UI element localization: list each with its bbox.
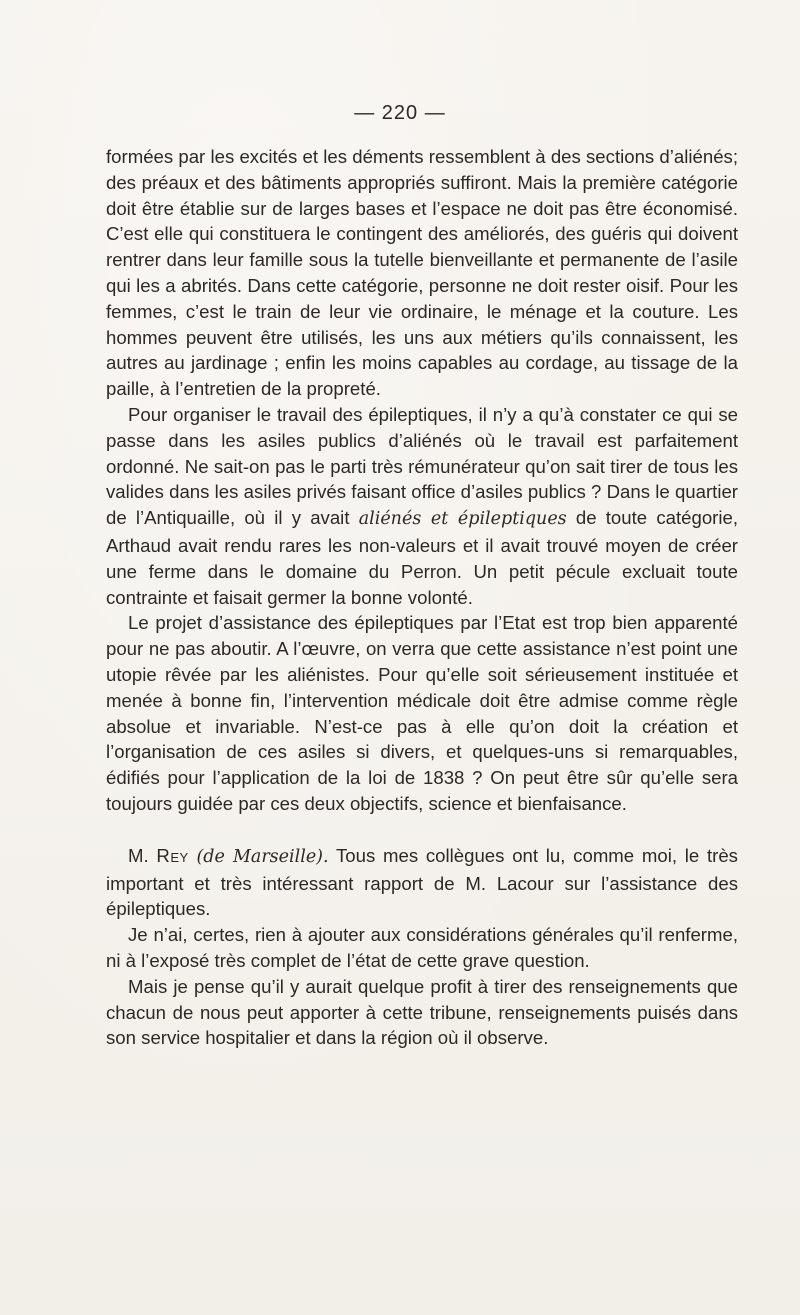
- page-number: — 220 —: [354, 102, 446, 124]
- body-text: [106, 144, 738, 1051]
- paragraph-2-start: Pour organiser le travail des épileptiques, il n’y a qu’à constater ce qui se passe dans les asiles publics d’aliénés où le travail est parfaitement ordonné. Ne sait-on pas le parti très rémunérateur qu’on sait tirer de tous les valides dans les asiles privés faisant office d’asiles publics ? Dans le quartier de l’Antiquaille, où il y avait: [106, 403, 738, 529]
- speaker-place: (de Marseille).: [196, 846, 329, 867]
- paragraph-6: Mais je pense qu’il y aurait quelque profit à tirer des renseignements que chacun de nous peut apporter à cette tribune, renseignements puisés dans son service hospitalier et dans la région où il observe.: [106, 975, 738, 1049]
- section-spacer: [106, 817, 738, 843]
- paragraph-3: Le projet d’assistance des épileptiques par l’Etat est trop bien apparenté pour ne pas aboutir. A l’œuvre, on verra que cette assistance n’est point une utopie rêvée par les aliénistes. Pour qu’elle soit sérieusement instituée et menée à bonne fin, l’intervention médicale doit être admise comme règle absolue et invariable. N’est-ce pas à elle qu’on doit la création et l’organisation de ces asiles si divers, et quelques-uns si remarquables, édifiés pour l’application de la loi de 1838 ? On peut être sûr qu’elle sera toujours guidée par ces deux objectifs, science et bienfaisance.: [106, 612, 738, 814]
- speaker-name: Rey: [156, 844, 189, 866]
- italic-phrase: aliénés et épileptiques: [358, 509, 567, 530]
- paragraph-5: Je n’ai, certes, rien à ajouter aux considérations générales qu’il renferme, ni à l’exposé très complet de l’état de cette grave question.: [106, 924, 738, 971]
- paragraph-1: formées par les excités et les déments ressemblent à des sections d’aliénés; des préaux et des bâtiments appropriés suffiront. Mais la première catégorie doit être établie sur de larges bases et l’espace ne doit pas être économisé. C’est elle qui constituera le contingent des améliorés, des guéris qui doivent rentrer dans leur famille sous la tutelle bienveillante et permanente de l’asile qui les a abrités. Dans cette catégorie, personne ne doit rester oisif. Pour les femmes, c’est le train de leur vie ordinaire, le ménage et la couture. Les hommes peuvent être utilisés, les uns aux métiers qu’ils connaissent, les autres au jardinage ; enfin les moins capables au cordage, au tissage de la paille, à l’entretien de la propreté.: [106, 146, 738, 400]
- paragraph-4-text: Tous mes collègues ont lu, comme moi, le très important et très intéressant rapport de M. Lacour sur l’assistance des épileptiques.: [106, 844, 738, 920]
- paragraph-2: [106, 402, 738, 610]
- paragraph-4: [106, 843, 738, 922]
- paragraph-2-end: de toute catégorie, Arthaud avait rendu rares les non-valeurs et il avait trouvé moyen de créer une ferme dans le domaine du Perron. Un petit pécule excluait toute contrainte et faisait germer la bonne volonté.: [106, 507, 738, 608]
- speaker-prefix: M.: [128, 844, 149, 866]
